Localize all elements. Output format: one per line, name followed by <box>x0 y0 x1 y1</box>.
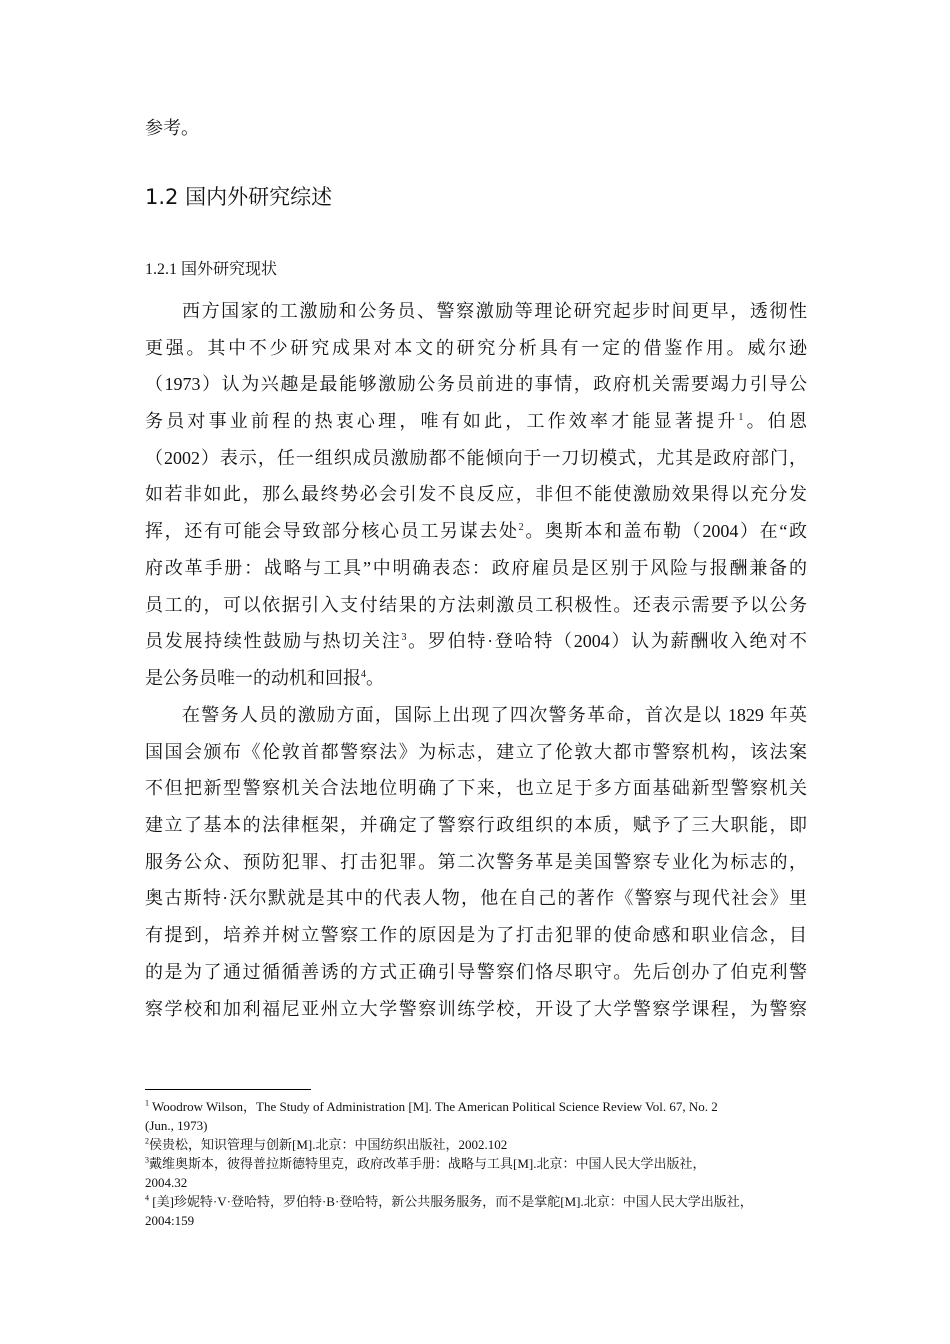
footnote-line: 2004.32 <box>145 1175 188 1190</box>
footnote-ref: 4 <box>361 668 366 680</box>
footnote-line <box>145 1135 810 1154</box>
paragraph-1 <box>145 293 807 697</box>
line-text: 。罗伯特·登哈特（2004）认为薪酬收入绝对不 <box>406 631 807 652</box>
line-text: 务员对事业前程的热衷心理，唯有如此，工作效率才能显著提升 <box>145 411 739 432</box>
footnote-number: 3 <box>145 1155 149 1165</box>
footnote-number: 4 <box>145 1193 149 1203</box>
footnote-text: [美]珍妮特·V·登哈特，罗伯特·B·登哈特，新公共服务服务，而不是掌舵[M].北京：中国人民大学出版社， <box>152 1194 753 1209</box>
footnote-text: Woodrow Wilson，The Study of Administration [M]. The American Political Science Review Vol. 67, No. 2 <box>152 1099 718 1114</box>
footnote-line <box>145 1192 810 1211</box>
paragraph-line: 西方国家的工激励和公务员、警察激励等理论研究起步时间更早，透彻性 <box>182 301 807 321</box>
paragraph-line: 府改革手册：战略与工具”中明确表态：政府雇员是区别于风险与报酬兼备的 <box>145 557 807 578</box>
paragraph-line: （2002）表示，任一组织成员激励都不能倾向于一刀切模式，尤其是政府部门， <box>145 447 807 468</box>
footnote-text: 戴维奥斯本，彼得普拉斯德特里克，政府改革手册：战略与工具[M].北京：中国人民大学出版社， <box>149 1156 706 1171</box>
footnote-line <box>145 1154 810 1173</box>
footnote-ref: 1 <box>738 412 744 424</box>
paragraph-line <box>145 403 807 440</box>
carry-over-text: 参考。 <box>145 118 199 138</box>
line-text: 员发展持续性鼓励与热切关注 <box>145 631 402 652</box>
paragraph-line: 在警务人员的激励方面，国际上出现了四次警务革命，首次是以 1829 年英 <box>182 705 807 725</box>
paragraph-2 <box>145 697 807 1027</box>
footnote-number: 1 <box>145 1098 149 1108</box>
paragraph-line: 建立了基本的法律框架，并确定了警察行政组织的本质，赋予了三大职能，即 <box>145 815 807 836</box>
paragraph-line: 更强。其中不少研究成果对本文的研究分析具有一定的借鉴作用。威尔逊 <box>145 337 807 358</box>
paragraph-line: 察学校和加利福尼亚州立大学警察训练学校，开设了大学警察学课程，为警察 <box>145 998 807 1019</box>
footnote-line: 2004:159 <box>145 1213 195 1228</box>
footnote-line <box>145 1097 810 1116</box>
line-text: 挥，还有可能会导致部分核心员工另谋去处 <box>145 521 519 542</box>
footnote-item <box>145 1097 810 1135</box>
paragraph-line: 有提到，培养并树立警察工作的原因是为了打击犯罪的使命感和职业信念，目 <box>145 925 807 946</box>
footnote-ref: 3 <box>401 632 407 644</box>
paragraph-line: 的是为了通过循循善诱的方式正确引导警察们恪尽职守。先后创办了伯克利警 <box>145 961 807 982</box>
footnote-line: (Jun., 1973) <box>145 1118 208 1133</box>
paragraph-line <box>145 623 807 660</box>
footnote-ref: 2 <box>518 522 524 534</box>
paragraph-line <box>145 513 807 550</box>
subsection-heading: 1.2.1 国外研究现状 <box>145 261 278 278</box>
paragraph-line: 如若非如此，那么最终势必会引发不良反应，非但不能使激励效果得以充分发 <box>145 484 807 505</box>
footnote-item <box>145 1135 810 1154</box>
section-heading: 1.2 国内外研究综述 <box>145 185 333 209</box>
line-text: 。伯恩 <box>743 411 808 432</box>
line-text: 。奥斯本和盖布勒（2004）在“政 <box>523 521 807 542</box>
paragraph-line: （1973）认为兴趣是最能够激励公务员前进的事情，政府机关需要竭力引导公 <box>145 374 807 395</box>
footnote-item <box>145 1154 810 1192</box>
paragraph-line: 奥古斯特·沃尔默就是其中的代表人物，他在自己的著作《警察与现代社会》里 <box>145 888 807 909</box>
footnote-separator <box>145 1089 311 1090</box>
paragraph-line: 服务公众、预防犯罪、打击犯罪。第二次警务革是美国警察专业化为标志的， <box>145 851 807 872</box>
footnote-item <box>145 1192 810 1230</box>
paragraph-line <box>145 660 807 697</box>
paragraph-line: 员工的，可以依据引入支付结果的方法刺激员工积极性。还表示需要予以公务 <box>145 594 807 615</box>
line-text: 。 <box>366 667 384 688</box>
paragraph-line: 不但把新型警察机关合法地位明确了下来，也立足于多方面基础新型警察机关 <box>145 778 807 799</box>
footnote-text: 侯贵松，知识管理与创新[M].北京：中国纺织出版社，2002.102 <box>149 1137 508 1152</box>
paragraph-line: 国国会颁布《伦敦首都警察法》为标志，建立了伦敦大都市警察机构，该法案 <box>145 741 807 762</box>
line-text: 是公务员唯一的动机和回报 <box>145 667 361 688</box>
footnotes <box>145 1097 810 1230</box>
footnote-number: 2 <box>145 1136 149 1146</box>
